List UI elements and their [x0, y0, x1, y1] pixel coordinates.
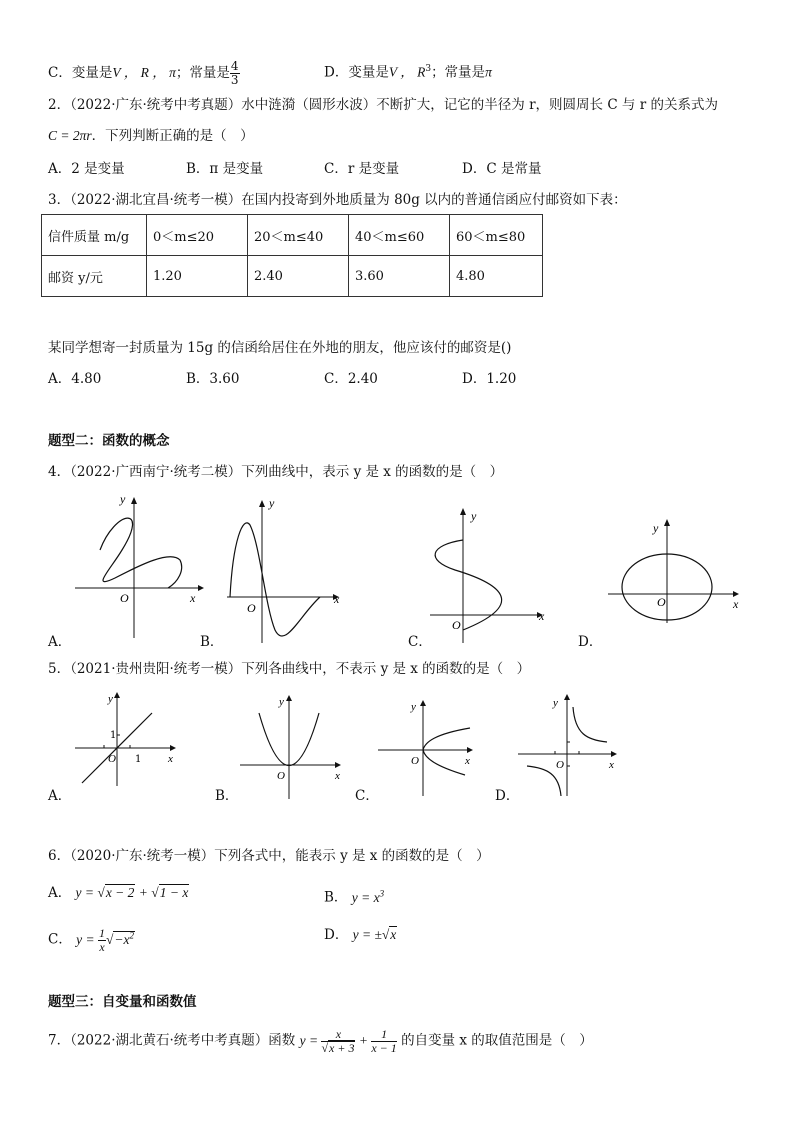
table-cell: 1.20: [147, 256, 248, 297]
q2-option-b[interactable]: B．π 是变量: [186, 161, 264, 177]
svg-text:O: O: [556, 759, 564, 771]
q3-option-c[interactable]: C．2.40: [324, 371, 378, 387]
q6-option-a[interactable]: A． y = √x − 2 + √1 − x: [48, 885, 189, 901]
svg-text:y: y: [411, 701, 416, 713]
svg-text:O: O: [277, 770, 285, 782]
q1-option-c[interactable]: C．变量是V ， R ， π；常量是 $\frac{4}{3}$: [48, 59, 239, 87]
table-row: [42, 256, 543, 297]
q5-graph-c[interactable]: [375, 698, 485, 802]
svg-text:1: 1: [110, 730, 117, 741]
formula-b: $y = x^3$: [351, 888, 385, 905]
table-cell: 信件质量 m/g: [42, 215, 147, 256]
q2-option-d[interactable]: D．C 是常量: [462, 161, 542, 177]
svg-text:1: 1: [135, 754, 142, 765]
svg-text:y: y: [471, 509, 477, 523]
table-cell: 40＜m≤60: [349, 215, 450, 256]
q4-option-c[interactable]: C．: [408, 634, 432, 650]
q3-stem: 3．（2022·湖北宜昌·统考一模）在国内投寄到外地质量为 80g 以内的普通信函应付邮资如下表：: [48, 192, 627, 208]
svg-text:y: y: [108, 693, 113, 705]
table-cell: 20＜m≤40: [248, 215, 349, 256]
graph-d-svg: [605, 518, 745, 628]
svg-text:x: x: [465, 755, 470, 767]
q2-stem-line1: 2．（2022·广东·统考中考真题）水中涟漪（圆形水波）不断扩大，记它的半径为 r，则圆周长 C 与 r 的关系式为: [48, 97, 718, 113]
q4-graph-a[interactable]: [70, 490, 205, 644]
q4-option-a[interactable]: A．: [48, 634, 72, 650]
q5-stem: 5．（2021·贵州贵阳·统考一模）下列各曲线中，不表示 y 是 x 的函数的是（ ）: [48, 661, 531, 677]
svg-text:x: x: [334, 592, 340, 606]
formula-c: y = $\frac{1}{x}$ $√-x^2$: [76, 925, 135, 954]
q1-option-d[interactable]: D．变量是V ， $R^3$；常量是π: [324, 64, 492, 81]
svg-text:O: O: [108, 753, 116, 765]
q6-stem: 6．（2020·广东·统考一模）下列各式中，能表示 y 是 x 的函数的是（ ）: [48, 848, 490, 864]
graph-b-svg: [225, 495, 350, 645]
q5-option-c[interactable]: C．: [355, 788, 379, 804]
q3-option-b[interactable]: B．3.60: [186, 371, 240, 387]
table-cell: 4.80: [450, 256, 543, 297]
svg-text:x: x: [539, 609, 545, 623]
svg-text:O: O: [452, 618, 461, 632]
table-cell: 2.40: [248, 256, 349, 297]
formula-q7: y = $\frac{x}{√x + 3}$ + $\frac{1}{x - 1}$: [299, 1027, 397, 1055]
q2-option-c[interactable]: C．r 是变量: [324, 161, 400, 177]
svg-text:O: O: [411, 755, 419, 767]
q6-option-c[interactable]: C． y = $\frac{1}{x}$ $√-x^2$: [48, 925, 135, 954]
q5-graph-b[interactable]: [237, 693, 347, 807]
table-row: [42, 215, 543, 256]
formula-d: y = ±√x: [352, 927, 397, 942]
q4-option-d[interactable]: D．: [578, 634, 603, 650]
q5-graph-c-svg: [375, 698, 485, 798]
q6-option-d[interactable]: D． y = ±√x: [324, 927, 397, 943]
q2-option-a[interactable]: A．2 是变量: [48, 161, 125, 177]
q4-graph-d[interactable]: [605, 518, 745, 632]
q5-graph-b-svg: [237, 693, 347, 803]
q5-graph-a[interactable]: [72, 690, 182, 794]
svg-text:y: y: [553, 697, 558, 709]
svg-text:O: O: [247, 601, 256, 615]
svg-text:O: O: [120, 591, 129, 605]
svg-text:x: x: [168, 753, 173, 765]
svg-text:y: y: [269, 496, 275, 510]
svg-text:y: y: [279, 696, 284, 708]
svg-text:y: y: [120, 492, 126, 506]
fraction-4-3: $\frac{4}{3}$: [230, 59, 239, 87]
q4-stem: 4．（2022·广西南宁·统考二模）下列曲线中，表示 y 是 x 的函数的是（ ）: [48, 464, 504, 480]
table-cell: 60＜m≤80: [450, 215, 543, 256]
q4-graph-c[interactable]: [425, 505, 560, 649]
q5-graph-a-svg: [72, 690, 182, 790]
svg-text:x: x: [609, 759, 614, 771]
table-cell: 3.60: [349, 256, 450, 297]
q6-option-b[interactable]: B． $y = x^3$: [324, 888, 385, 906]
svg-text:y: y: [653, 521, 659, 535]
section-title-3: 题型三：自变量和函数值: [48, 994, 197, 1010]
q3-option-d[interactable]: D．1.20: [462, 371, 517, 387]
svg-text:O: O: [657, 595, 666, 609]
q7-stem: 7．（2022·湖北黄石·统考中考真题）函数 y = $\frac{x}{√x + 3}$ + $\frac{1}{x - 1}$ 的自变量 x 的取值范围是（ ）: [48, 1027, 593, 1055]
q4-graph-b[interactable]: [225, 495, 350, 649]
table-cell: 0＜m≤20: [147, 215, 248, 256]
q5-option-b[interactable]: B．: [215, 788, 239, 804]
q5-graph-d-svg: [515, 692, 625, 802]
graph-c-svg: [425, 505, 560, 645]
q3-option-a[interactable]: A．4.80: [48, 371, 102, 387]
q5-graph-d[interactable]: [515, 692, 625, 806]
q4-option-b[interactable]: B．: [200, 634, 224, 650]
formula-a: y = √x − 2 + √1 − x: [75, 885, 189, 900]
svg-text:x: x: [190, 591, 196, 605]
postage-table: [41, 214, 543, 297]
q2-stem-line2: C = 2πr．下列判断正确的是（ ）: [48, 128, 254, 144]
graph-a-svg: [70, 490, 205, 640]
q3-question: 某同学想寄一封质量为 15g 的信函给居住在外地的朋友，他应该付的邮资是(): [48, 340, 512, 356]
svg-text:x: x: [733, 597, 739, 611]
table-cell: 邮资 y/元: [42, 256, 147, 297]
svg-text:x: x: [335, 770, 340, 782]
q5-option-a[interactable]: A．: [48, 788, 72, 804]
section-title-2: 题型二：函数的概念: [48, 433, 170, 449]
q5-option-d[interactable]: D．: [495, 788, 520, 804]
